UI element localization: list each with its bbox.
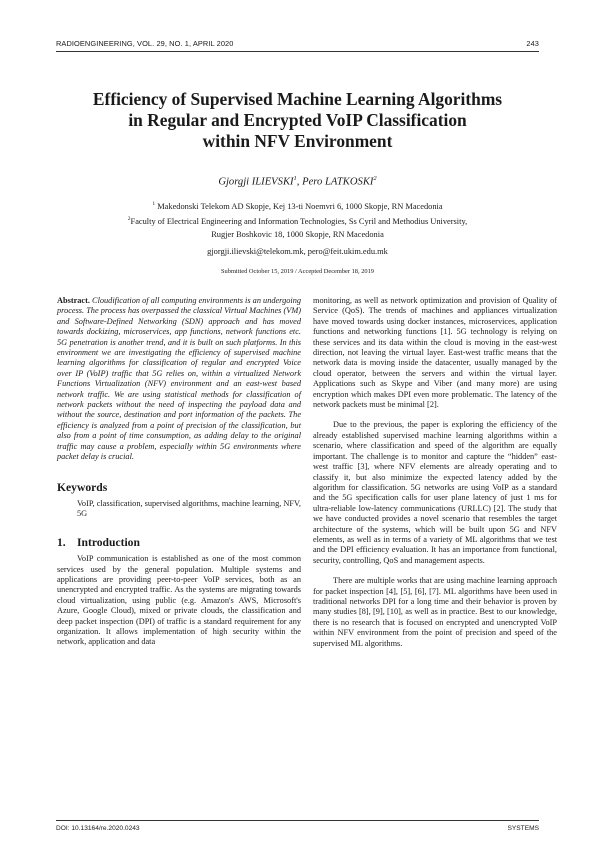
intro-paragraph-2: Due to the previous, the paper is exploring the efficiency of the already established supervised machine learning algorithms within a scenario, where classification and speed of the algorithm are equally important. The challenge is to monitor and capture the “hidden” east-west traffic [3], where NFV elements are already operating and to classify it, but also minimize the expected latency added by the algorithm for classification. 5G networks are using VoIP as a standard and the 5G specification calls for user plane latency of just 1 ms for ultra-reliable low-latency communications (URLLC) [2]. The study that we have conducted provides a novel scenario that resembles the target architecture of the systems, which will be built upon 5G and NFV elements, as well as in terms of a variety of ML algorithms that we test and the DPI efficiency evaluation. It has an importance from functional, security, controlling, QoS and management aspects. <box>313 420 557 565</box>
journal-section: SYSTEMS <box>507 825 539 832</box>
affiliation-1-mark: 1 <box>152 201 156 207</box>
keywords-text: VoIP, classification, supervised algorithms, machine learning, NFV, 5G <box>77 498 301 519</box>
author-2-affil-mark: 2 <box>373 175 377 182</box>
right-column <box>313 296 557 649</box>
section-heading-introduction <box>57 535 301 549</box>
running-head <box>56 39 539 51</box>
keywords-heading: Keywords <box>57 480 108 494</box>
header-rule <box>56 51 539 52</box>
author-list <box>40 175 555 188</box>
abstract-label: Abstract. <box>57 296 90 305</box>
affiliation-1 <box>40 198 555 213</box>
affiliation-2-line-2: Rugjer Boshkovic 18, 1000 Skopje, RN Macedonia <box>211 229 384 239</box>
title-line-3: within NFV Environment <box>202 131 393 151</box>
page-footer <box>56 825 539 835</box>
section-title: Introduction <box>77 535 140 549</box>
intro-paragraph-1-continued: monitoring, as well as network optimization and provision of Quality of Service (QoS). The trends of machines and appliances virtualization have moved towards using docker instances, microservices, application functions and networking functions [1]. 5G technology is relying on these services and its data within the cloud is moving in the east-west direction, not leaving the virtual layer. East-west traffic means that the network data is moving inside the datacenter, usually managed by the cloud operator, between the servers and within the virtual layer. Applications such as Skype and Viber (and many more) are using encryption which makes DPI even more problematic. The latency of the network packets must be minimal [2]. <box>313 296 557 410</box>
affiliation-2-line-1: Faculty of Electrical Engineering and Information Technologies, Ss Cyril and Methodius University, <box>130 217 468 227</box>
affiliation-2-mark: 2 <box>127 216 131 223</box>
left-column <box>57 296 301 648</box>
author-emails: gjorgji.ilievski@telekom.mk, pero@feit.ukim.edu.mk <box>207 247 388 256</box>
journal-name: RADIOENGINEERING, VOL. 29, NO. 1, APRIL 2020 <box>56 39 234 48</box>
author-1: Gjorgji ILIEVSKI <box>218 176 294 188</box>
intro-paragraph-1: VoIP communication is established as one of the most common services used by the general population. Multiple systems and applications are providing peer-to-peer VoIP services, both as an unencrypted and encrypted traffic. As the systems are migrating towards cloud virtualization, using public (e.g. Amazon's AWS, Microsoft's Azure, Google Cloud), mixed or private clouds, the classification and deep packet inspection (DPI) of traffic is a standard requirement for any organization. It allows implementation of high security within the network, application and data <box>57 554 301 647</box>
introduction-body-left <box>57 554 301 648</box>
page-number: 243 <box>526 39 539 48</box>
affiliations <box>40 198 555 241</box>
submission-dates: Submitted October 15, 2019 / Accepted December 18, 2019 <box>221 268 374 275</box>
affiliation-1-text: Makedonski Telekom AD Skopje, Kej 13-ti Noemvri 6, 1000 Skopje, RN Macedonia <box>157 201 443 211</box>
affiliation-2 <box>40 213 555 228</box>
title-line-2: in Regular and Encrypted VoIP Classification <box>128 110 467 130</box>
title-line-1: Efficiency of Supervised Machine Learning Algorithms <box>92 89 503 109</box>
intro-paragraph-3: There are multiple works that are using machine learning approach for packet inspection [4], [5], [6], [7]. ML algorithms have been used in traditional networks DPI for a long time and their behavior is proven by many studies [8], [9], [10], as well as in practice. Best to our knowledge, there is no research that is focused on encrypted and unencrypted VoIP within NFV environment from the point of precision and speed of the supervised ML algorithms. <box>313 576 557 648</box>
paper-title <box>40 89 555 152</box>
author-separator: , <box>296 176 303 188</box>
author-2: Pero LATKOSKI <box>302 176 374 188</box>
doi: DOI: 10.13164/re.2020.0243 <box>56 825 140 832</box>
section-number: 1. <box>57 535 66 549</box>
author-1-affil-mark: 1 <box>293 175 297 182</box>
abstract-text: Cloudification of all computing environments is an undergoing process. The process has overpassed the classical Virtual Machines (VM) and Software-Defined Networking (SDN) approach and has moved towards dockizing, microservices, app functions, network functions etc. 5G penetration is another trend, and it is built on such platforms. In this environment we are investigating the efficiency of supervised machine learning algorithms for classification of regular and encrypted Voice over IP (VoIP) traffic that 5G relies on, within a virtualized Network Functions Virtualization (NFV) environment and an east-west based network traffic. We are using statistical methods for classification of network packets without the need of inspecting the payload data and without the source, destination and port information of the packets. The efficiency is analyzed from a point of precision of the classification, but also from a point of time consumption, as adding delay to the original traffic may cause a problem, especially within 5G environments where packet delay is crucial. <box>57 296 301 462</box>
abstract <box>57 296 301 463</box>
footer-rule <box>56 820 539 821</box>
